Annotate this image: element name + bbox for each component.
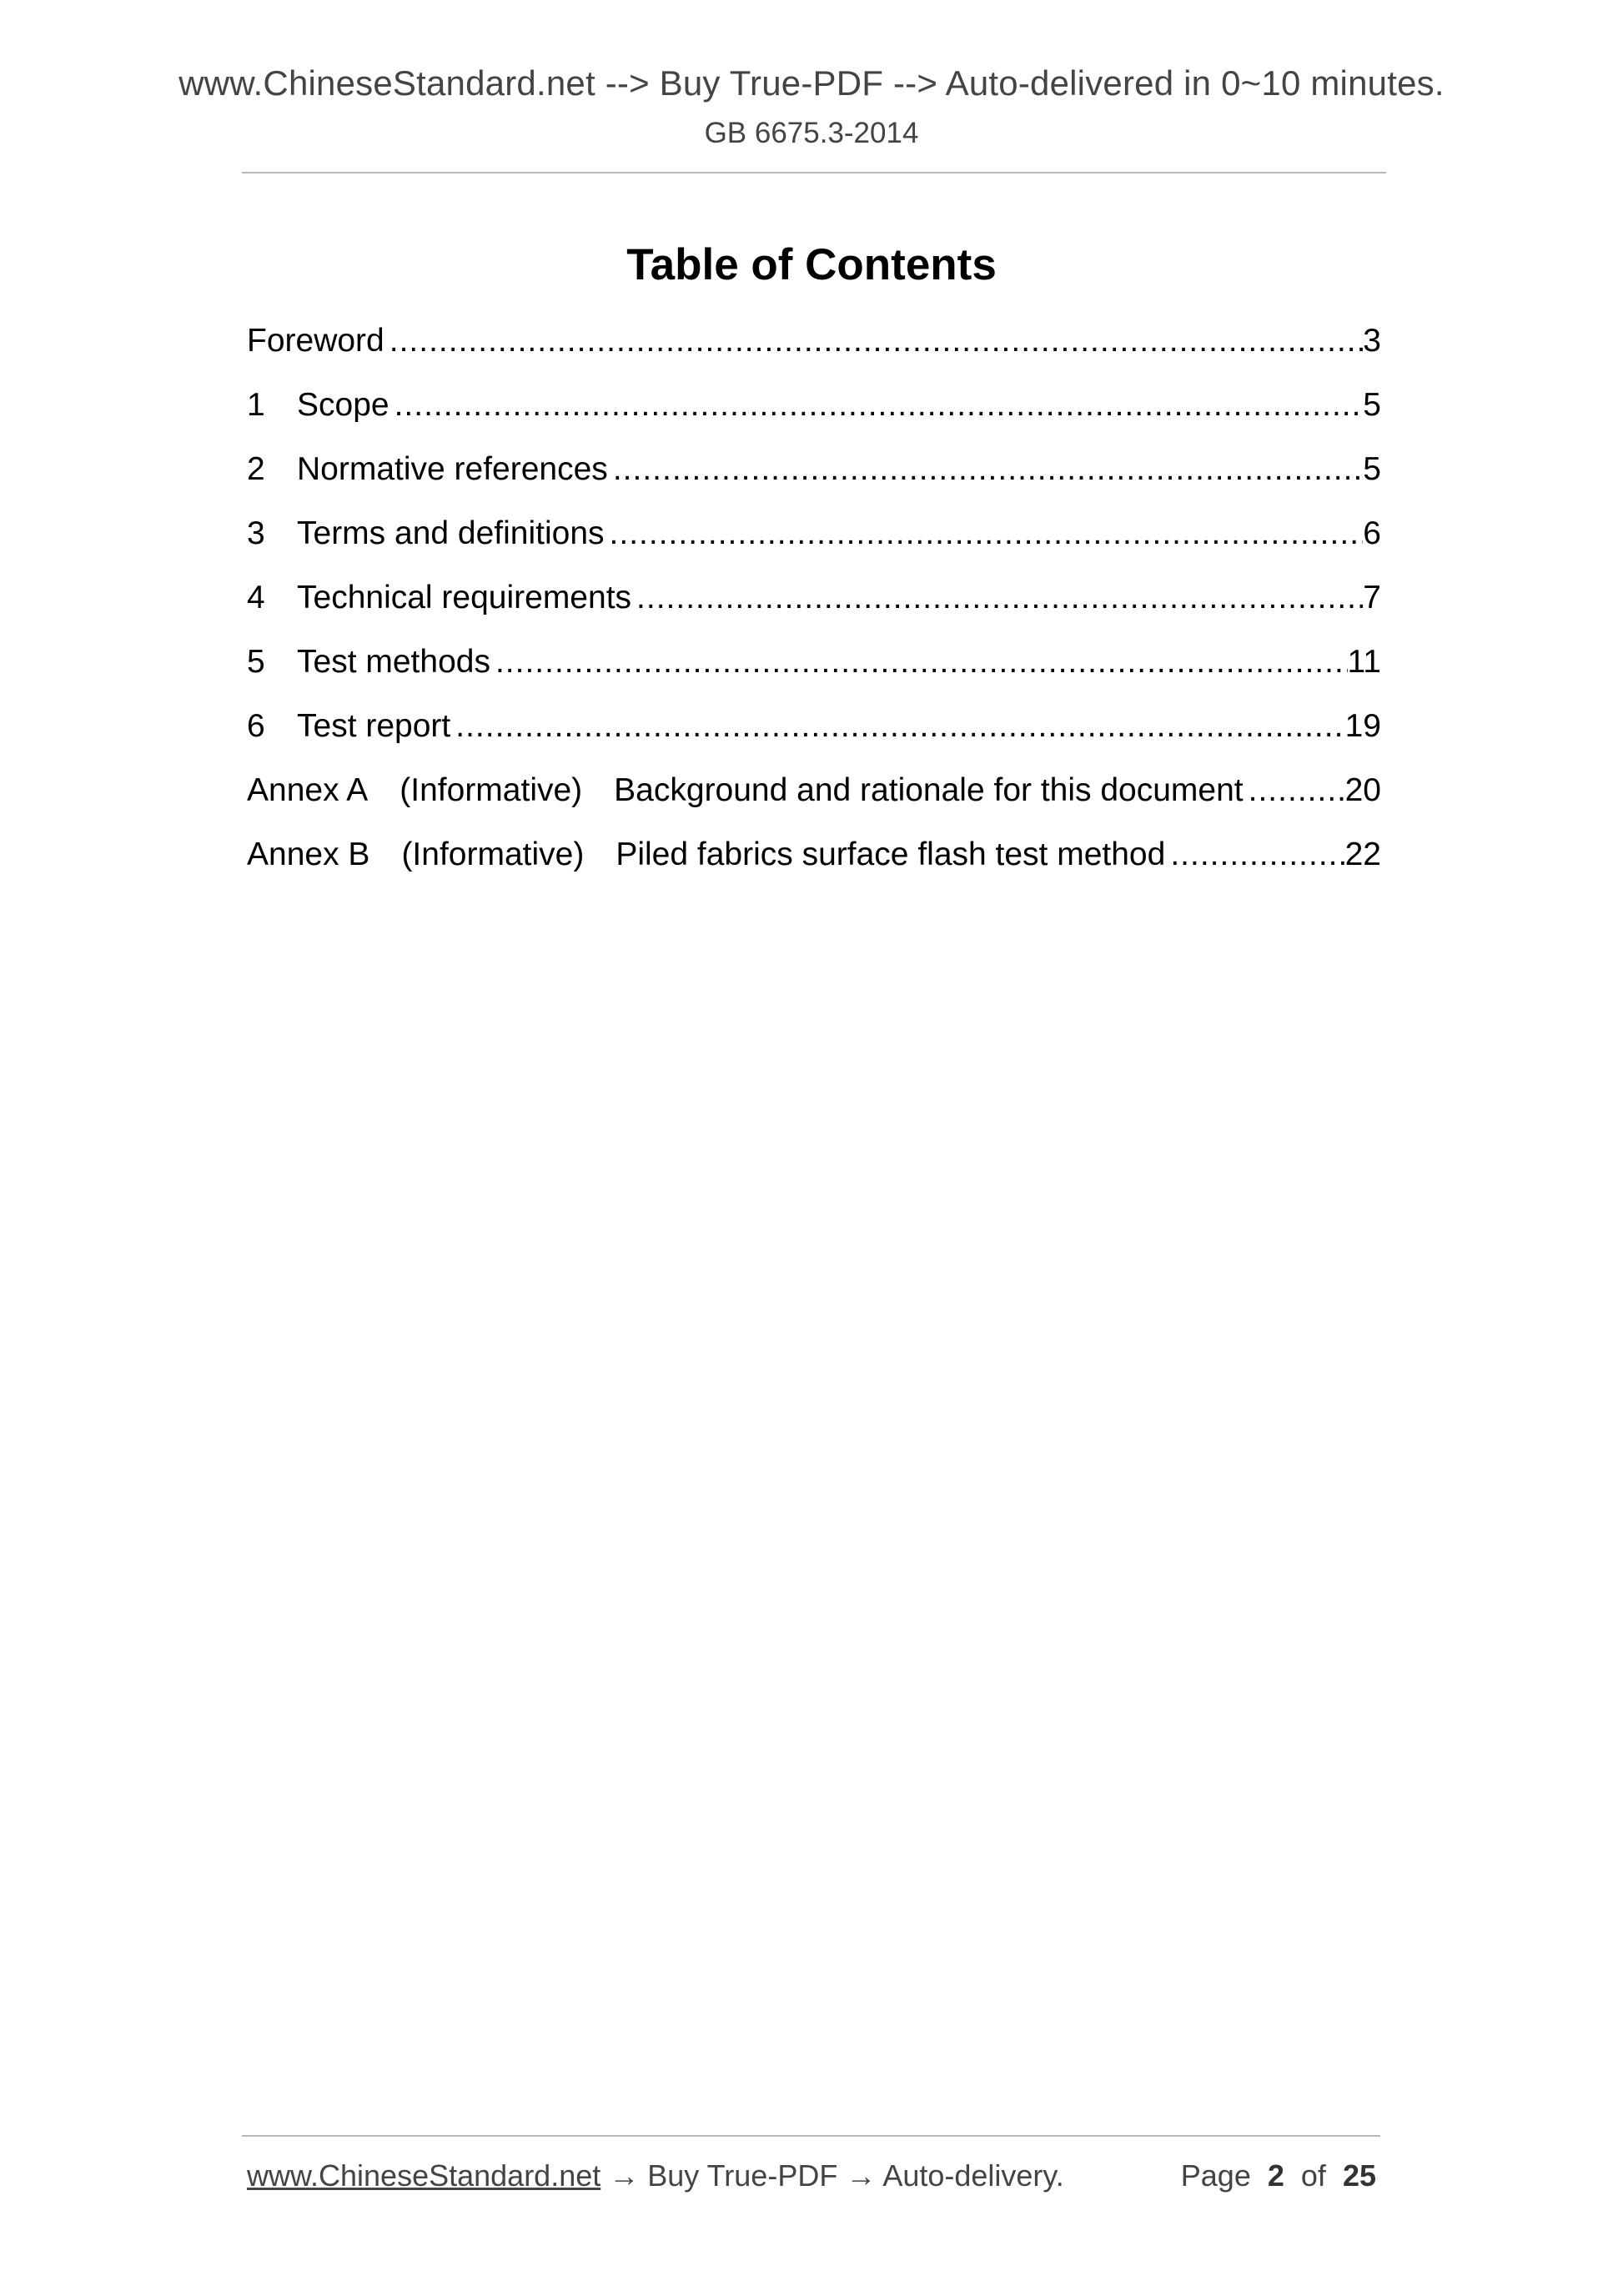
- toc-page-number: 6: [1363, 515, 1381, 551]
- toc-page-number: 22: [1344, 837, 1381, 872]
- toc-leader-dots: [1165, 835, 1344, 875]
- page-indicator: [1181, 2158, 1376, 2193]
- toc-entry-title: Foreword: [247, 323, 384, 359]
- toc-entry-scope[interactable]: [247, 385, 1381, 450]
- toc-page-number: 7: [1363, 580, 1381, 615]
- footer-site-link[interactable]: www.ChineseStandard.net: [247, 2158, 601, 2193]
- toc-leader-dots: [631, 578, 1363, 618]
- toc-entry-annex-b[interactable]: [247, 835, 1381, 899]
- toc-page-number: 5: [1363, 451, 1381, 487]
- toc-page-number: 5: [1363, 387, 1381, 423]
- toc-entry-foreword[interactable]: [247, 321, 1381, 385]
- toc-entry-title: Test methods: [297, 644, 490, 680]
- toc-entry-title: Test report: [297, 708, 451, 744]
- page-of: of: [1300, 2158, 1326, 2193]
- toc-entry-title: Normative references: [297, 451, 608, 487]
- toc-leader-dots: [384, 321, 1364, 361]
- standard-code: GB 6675.3-2014: [704, 117, 919, 149]
- toc-annex-label: Annex B: [247, 837, 370, 872]
- toc-entry-title: Terms and definitions: [297, 515, 605, 551]
- toc-entry-normative-references[interactable]: [247, 450, 1381, 514]
- toc-annex-tag: (Informative): [399, 772, 583, 808]
- header-banner: www.ChineseStandard.net --> Buy True-PDF --> Auto-delivered in 0~10 minutes.: [178, 63, 1445, 103]
- toc-leader-dots: [605, 514, 1364, 554]
- toc-leader-dots: [1244, 771, 1345, 811]
- toc-annex-tag: (Informative): [401, 837, 585, 872]
- toc-section-number: 6: [247, 708, 265, 744]
- toc-page-number: 20: [1344, 772, 1381, 808]
- page-title: Table of Contents: [626, 240, 997, 289]
- toc-section-number: 4: [247, 580, 265, 615]
- header-divider: [242, 172, 1386, 173]
- toc-page-number: 11: [1347, 644, 1381, 680]
- toc-section-number: 5: [247, 644, 265, 680]
- toc-section-number: 2: [247, 451, 265, 487]
- toc-leader-dots: [608, 450, 1363, 490]
- page-total: 25: [1342, 2158, 1376, 2193]
- toc-entry-title: Background and rationale for this document: [614, 772, 1244, 808]
- toc-entry-test-report[interactable]: [247, 706, 1381, 771]
- toc-page-number: 3: [1363, 323, 1381, 359]
- toc-entry-test-methods[interactable]: [247, 642, 1381, 706]
- footer-promo-text: → Buy True-PDF → Auto-delivery.: [600, 2158, 1064, 2193]
- table-of-contents: [247, 321, 1381, 899]
- toc-annex-label: Annex A: [247, 772, 369, 808]
- toc-leader-dots: [490, 642, 1348, 682]
- toc-leader-dots: [450, 706, 1344, 746]
- toc-entry-title: Scope: [297, 387, 389, 423]
- toc-entry-title: Technical requirements: [297, 580, 632, 615]
- page-current: 2: [1267, 2158, 1284, 2193]
- toc-page-number: 19: [1344, 708, 1381, 744]
- toc-section-number: 3: [247, 515, 265, 551]
- page-label: Page: [1180, 2158, 1251, 2193]
- toc-entry-technical-requirements[interactable]: [247, 578, 1381, 642]
- toc-entry-title: Piled fabrics surface flash test method: [616, 837, 1166, 872]
- footer-divider: [242, 2135, 1380, 2137]
- toc-entry-annex-a[interactable]: [247, 771, 1381, 835]
- toc-leader-dots: [389, 385, 1364, 425]
- footer-promo: [247, 2158, 1064, 2193]
- toc-entry-terms-definitions[interactable]: [247, 514, 1381, 578]
- toc-section-number: 1: [247, 387, 265, 423]
